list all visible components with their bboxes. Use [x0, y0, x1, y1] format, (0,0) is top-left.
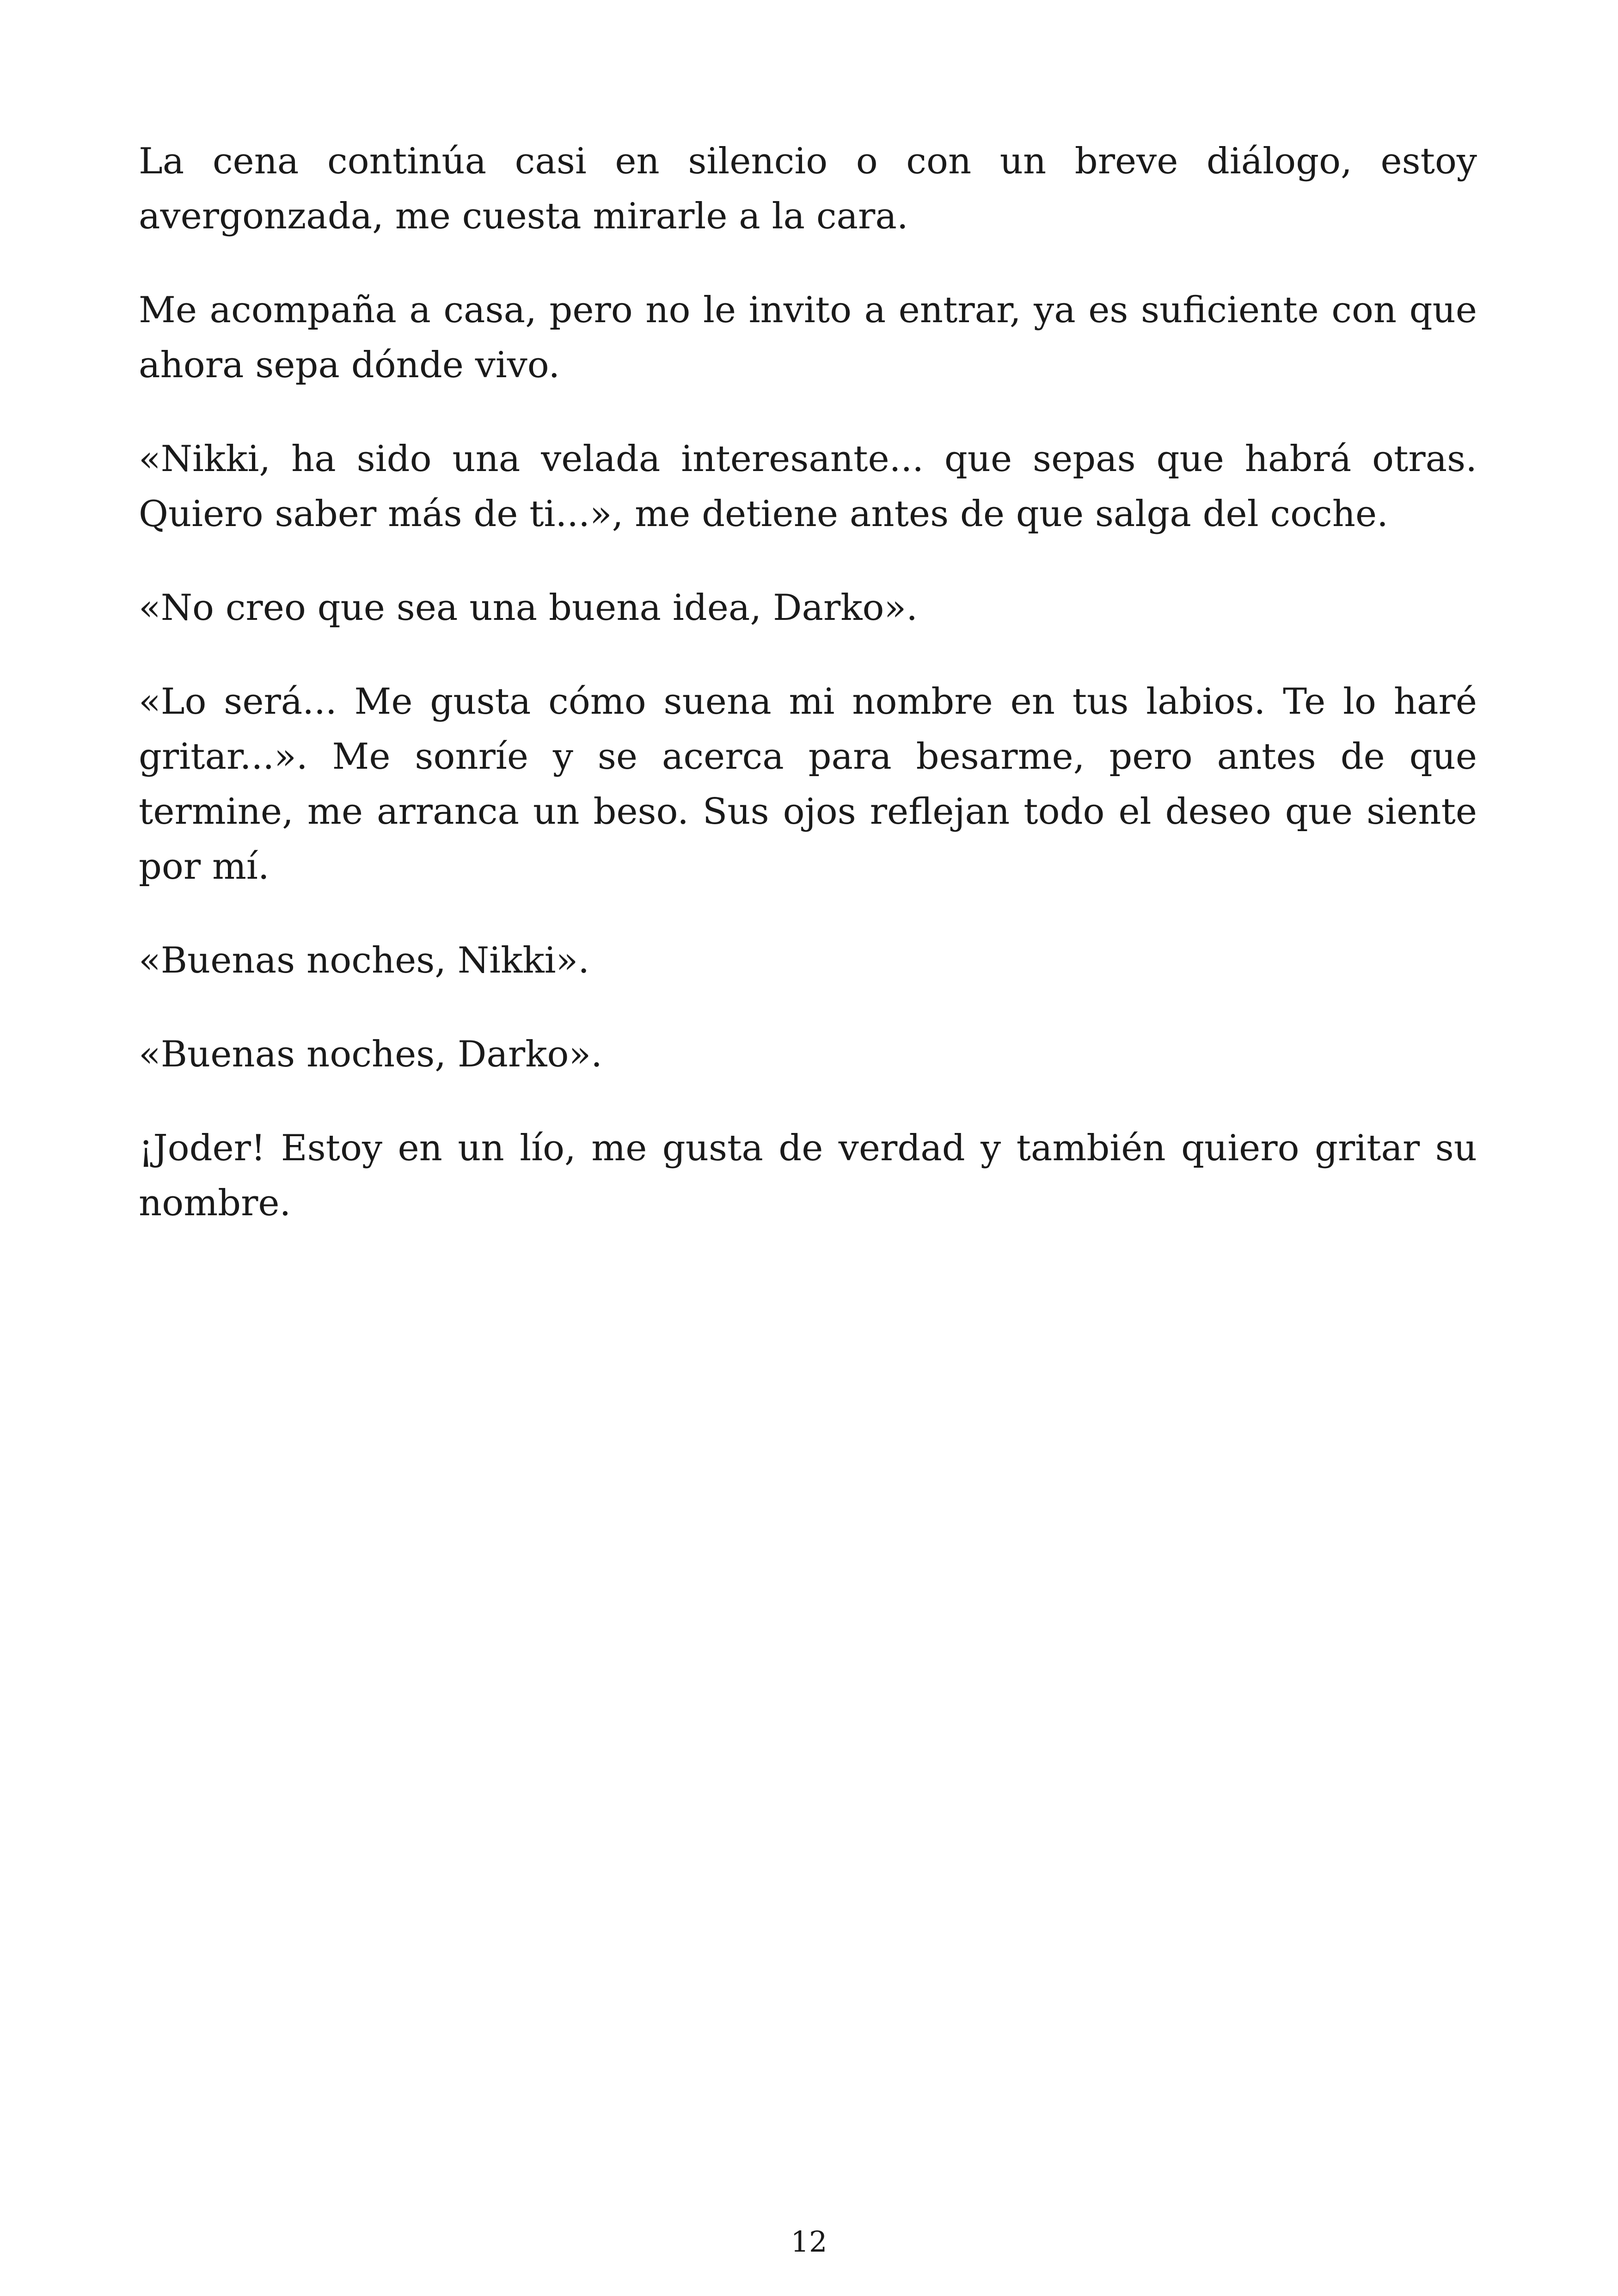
- paragraph: «No creo que sea una buena idea, Darko».: [139, 587, 918, 629]
- paragraph: ¡Joder! Estoy en un lío, me gusta de verdad y también quiero gritar su nombre.: [139, 1127, 1477, 1224]
- paragraph: «Buenas noches, Nikki».: [139, 940, 590, 981]
- paragraph: Me acompaña a casa, pero no le invito a entrar, ya es suficiente con que ahora sepa dónde vivo.: [139, 289, 1477, 386]
- paragraph: «Nikki, ha sido una velada interesante... que sepas que habrá otras. Quiero saber más de ti...», me detiene antes de que salga del coche.: [139, 438, 1477, 535]
- paragraph: «Lo será... Me gusta cómo suena mi nombre en tus labios. Te lo haré gritar...». Me sonríe y se acerca para besarme, pero antes de que termine, me arranca un beso. Sus ojos reflejan todo el deseo que siente por mí.: [139, 681, 1477, 888]
- paragraph: «Buenas noches, Darko».: [139, 1034, 602, 1075]
- page-number: 12: [791, 2225, 827, 2259]
- paragraph: La cena continúa casi en silencio o con un breve diálogo, estoy avergonzada, me cuesta mirarle a la cara.: [139, 141, 1477, 237]
- body-text: [139, 134, 1477, 1270]
